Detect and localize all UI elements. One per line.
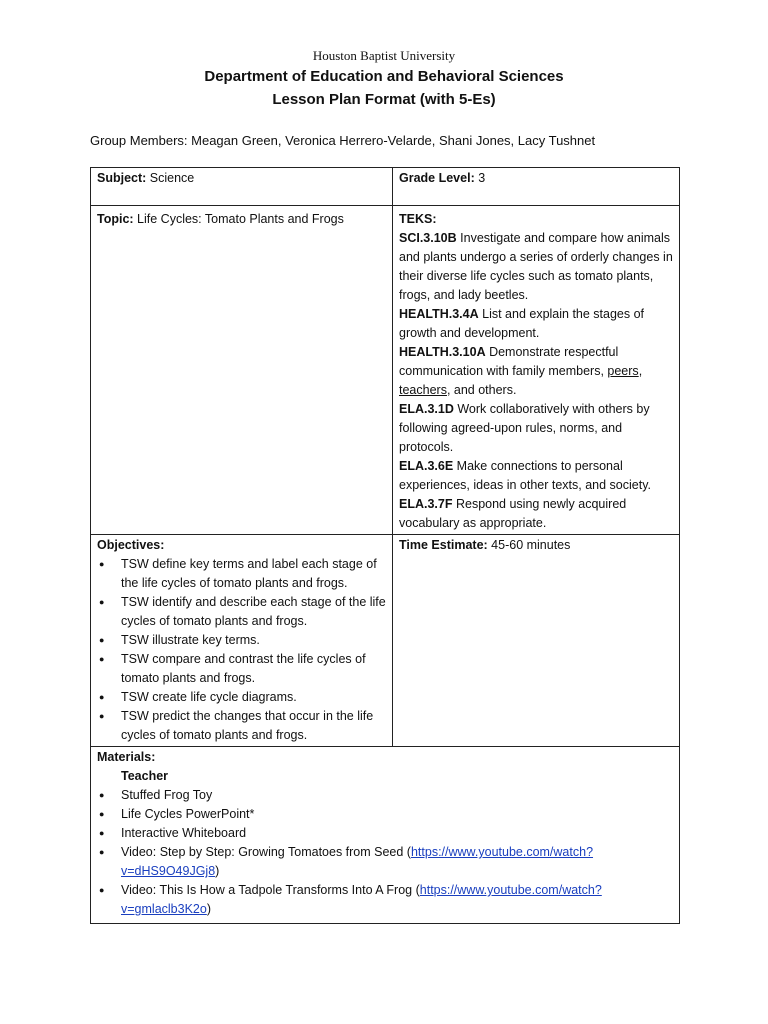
teks-item: HEALTH.3.10A Demonstrate respectful communication with family members, peers, teachers, and others.: [399, 345, 643, 397]
materials-label: Materials:: [97, 750, 156, 764]
list-item: ● TSW illustrate key terms.: [121, 631, 386, 650]
department-title: Department of Education and Behavioral Sciences: [204, 68, 564, 85]
lesson-plan-table: [90, 167, 680, 924]
topic-cell: [91, 206, 393, 535]
topic-label: Topic:: [97, 212, 134, 226]
teks-cell: [393, 206, 680, 535]
grade-value: 3: [474, 171, 486, 185]
time-estimate-label: Time Estimate:: [399, 538, 488, 552]
table-row: [91, 168, 680, 206]
list-item: ● Video: Step by Step: Growing Tomatoes from Seed (https://www.youtube.com/watch?v=dHS9O49JGj8): [121, 843, 673, 881]
video-link-tadpole[interactable]: https://www.youtube.com/watch?v=gmlaclb3K2o: [121, 883, 602, 916]
university-name: Houston Baptist University: [312, 48, 456, 63]
list-item: ● TSW create life cycle diagrams.: [121, 688, 386, 707]
subject-value: Science: [146, 171, 195, 185]
objectives-list: [97, 555, 386, 745]
group-members: Group Members: Meagan Green, Veronica Herrero-Velarde, Shani Jones, Lacy Tushnet: [90, 133, 596, 148]
teks-item: SCI.3.10B Investigate and compare how animals and plants undergo a series of orderly changes in their diverse life cycles such as tomato plants, frogs, and lady beetles.: [399, 231, 673, 302]
list-item: ● TSW compare and contrast the life cycles of tomato plants and frogs.: [121, 650, 386, 688]
teks-label: TEKS:: [399, 212, 437, 226]
list-item: ● TSW identify and describe each stage of the life cycles of tomato plants and frogs.: [121, 593, 386, 631]
grade-cell: [393, 168, 680, 206]
subject-label: Subject:: [97, 171, 147, 185]
grade-label: Grade Level:: [399, 171, 475, 185]
time-estimate-value: 45-60 minutes: [487, 538, 571, 552]
teks-item: HEALTH.3.4A List and explain the stages of growth and development.: [399, 307, 645, 340]
teks-item: ELA.3.6E Make connections to personal experiences, ideas in other texts, and society.: [399, 459, 651, 492]
teks-item: ELA.3.1D Work collaboratively with others by following agreed-upon rules, norms, and protocols.: [399, 402, 650, 454]
list-item: ● Life Cycles PowerPoint*: [121, 805, 673, 824]
subject-cell: [91, 168, 393, 206]
topic-value: Life Cycles: Tomato Plants and Frogs: [133, 212, 344, 226]
list-item: ● TSW predict the changes that occur in the life cycles of tomato plants and frogs.: [121, 707, 386, 745]
table-row: [91, 206, 680, 535]
video-link-tomatoes[interactable]: https://www.youtube.com/watch?v=dHS9O49JGj8: [121, 845, 594, 878]
list-item: ● Interactive Whiteboard: [121, 824, 673, 843]
objectives-label: Objectives:: [97, 538, 165, 552]
plan-format-title: Lesson Plan Format (with 5-Es): [272, 91, 496, 108]
list-item: ● Stuffed Frog Toy: [121, 786, 673, 805]
materials-cell: [91, 747, 680, 924]
materials-teacher-label: Teacher: [121, 769, 169, 783]
materials-list: [97, 786, 673, 919]
list-item: ● Video: This Is How a Tadpole Transforms Into A Frog (https://www.youtube.com/watch?v=gmlaclb3K2o): [121, 881, 673, 919]
table-row: [91, 747, 680, 924]
table-row: [91, 535, 680, 747]
teks-item: ELA.3.7F Respond using newly acquired vocabulary as appropriate.: [399, 497, 627, 530]
list-item: ● TSW define key terms and label each stage of the life cycles of tomato plants and frogs.: [121, 555, 386, 593]
objectives-cell: [91, 535, 393, 747]
time-estimate-cell: [393, 535, 680, 747]
